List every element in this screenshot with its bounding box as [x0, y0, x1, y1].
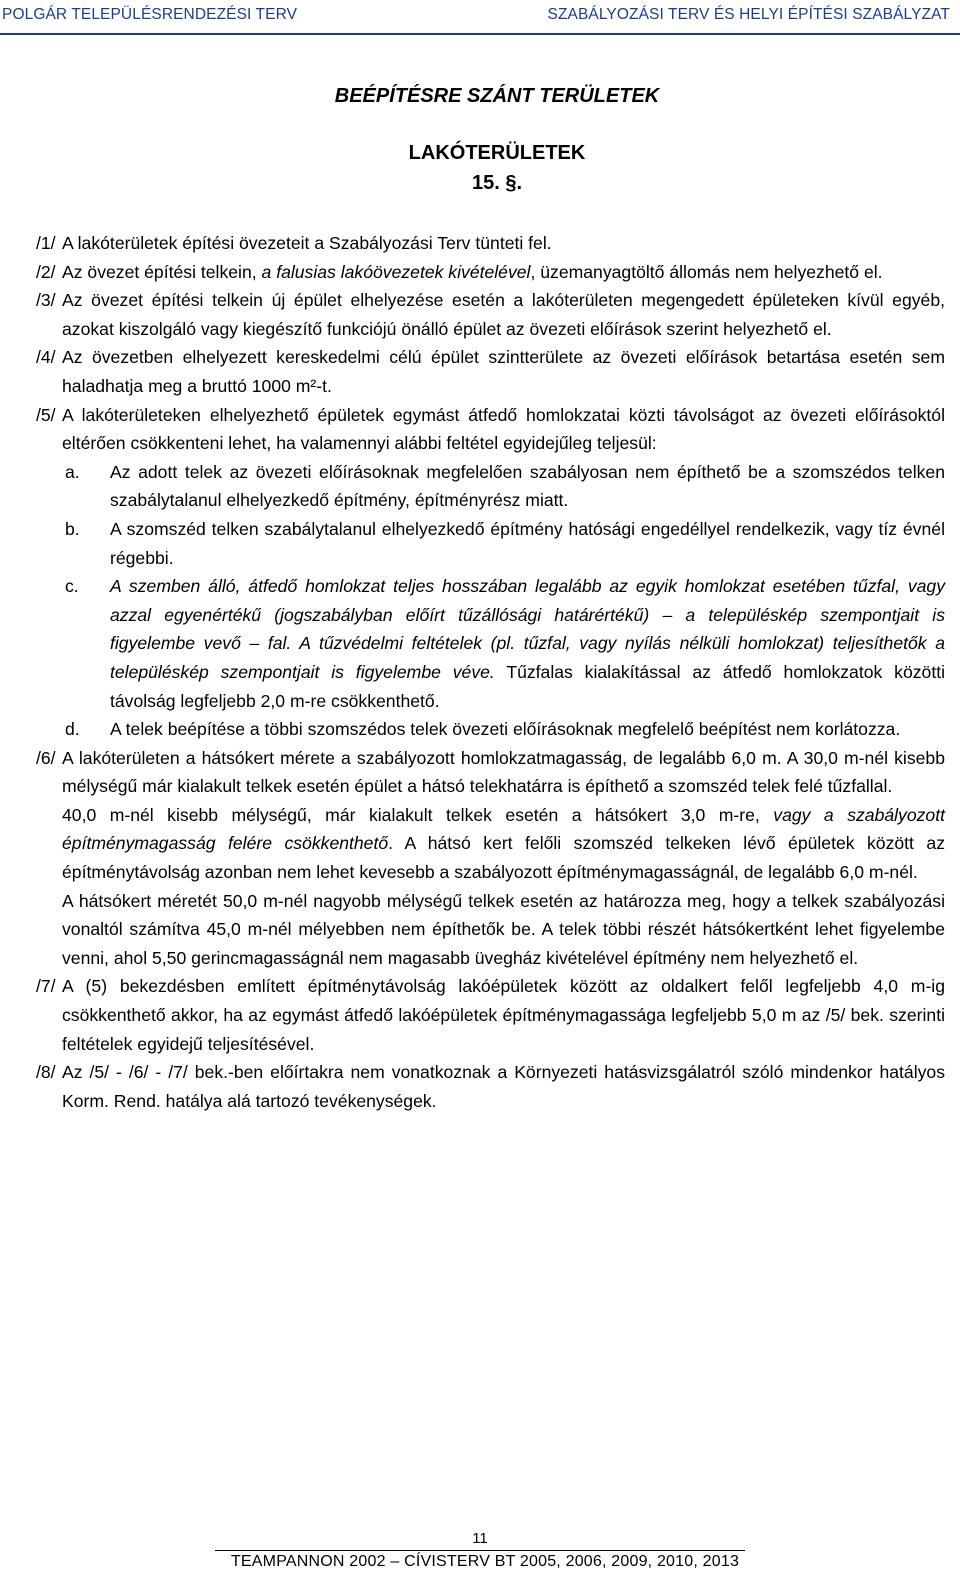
- footer-text: TEAMPANNON 2002 – CÍVISTERV BT 2005, 2006, 2009, 2010, 2013: [230, 1553, 740, 1570]
- chapter-title: LAKÓTERÜLETEK: [408, 142, 586, 164]
- paragraph-6-text-1: A lakóterületen a hátsókert mérete a szabályozott homlokzatmagasság, de legalább 6,0 m. A 30,0 m-nél kisebb mélységű már kialakult telkek esetén épület a hátsó telekhatárra is építhető a szomszéd telek felé tűzfallal.: [62, 747, 945, 797]
- paragraph-3-text: Az övezet építési telkein új épület elhelyezése esetén a lakóterületen megengedett épületeken kívül egyéb, azokat kiszolgáló vagy kiegészítő funkciójú önálló épület az övezeti előírások szerint helyezhető el.: [62, 290, 945, 339]
- paragraph-6-text-2-end: . A hátsó kert felőli szomszéd telkeken lévő épületek között az építménytávolság azonban nem lehet kevesebb a szabályozott építménymagasságnál, de legalább 6,0 m-nél.: [62, 833, 945, 883]
- condition-b-text: A szomszéd telken szabálytalanul elhelyezkedő építmény hatósági engedéllyel rendelkezik, vagy tíz évnél régebbi.: [110, 518, 945, 568]
- paragraph-2-text-start: Az övezet építési telkein,: [62, 261, 262, 282]
- condition-c: [0, 572, 960, 715]
- header-left-title: POLGÁR TELEPÜLÉSRENDEZÉSI TERV: [2, 6, 298, 23]
- footer-divider: [215, 1550, 745, 1551]
- paragraph-3-number: /3/: [36, 290, 56, 311]
- condition-b: [0, 515, 960, 572]
- condition-a-label: a.: [65, 461, 80, 482]
- condition-a: [0, 458, 960, 515]
- section-title: BEÉPÍTÉSRE SZÁNT TERÜLETEK: [334, 85, 660, 107]
- paragraph-6-text-2-start: 40,0 m-nél kisebb mélységű, már kialakult telkek esetén a hátsókert 3,0 m-re,: [62, 804, 774, 825]
- condition-a-text: Az adott telek az övezeti előírásoknak megfelelően szabályosan nem építhető be a szomszédos telken szabálytalanul elhelyezkedő építmény, építményrész miatt.: [110, 461, 945, 511]
- paragraph-2: [0, 258, 960, 287]
- paragraph-1-number: /1/: [36, 233, 56, 253]
- paragraph-1: [0, 229, 960, 258]
- paragraph-4: [0, 343, 960, 400]
- paragraph-3: [0, 286, 960, 343]
- condition-d-text: A telek beépítése a többi szomszédos telek övezeti előírásoknak megfelelő beépítést nem korlátozza.: [110, 719, 901, 740]
- condition-c-text: [110, 572, 945, 715]
- paragraph-6-number: /6/: [36, 747, 56, 768]
- condition-c-italic: A szemben álló, átfedő homlokzat teljes hosszában legalább az egyik homlokzat esetében tűzfal, vagy azzal egyenértékű (jogszabályban előírt tűzállósági határértékű) – a településkép szempontjait is figyelembe vevő – fal. A tűzvédelmi feltételek (pl. tűzfal, vagy nyílás nélküli homlokzat) teljesíthetők a településkép szempontjait is figyelembe véve.: [110, 576, 945, 682]
- document-body: [0, 229, 960, 1115]
- paragraph-8-text: Az /5/ - /6/ - /7/ bek.-ben előírtakra nem vonatkoznak a Környezeti hatásvizsgálatról szóló mindenkor hatályos Korm. Rend. hatálya alá tartozó tevékenységek.: [62, 1062, 945, 1111]
- page-header: [0, 4, 960, 34]
- paragraph-4-number: /4/: [36, 347, 56, 368]
- paragraph-8-number: /8/: [36, 1062, 56, 1083]
- header-right-title: SZABÁLYOZÁSI TERV ÉS HELYI ÉPÍTÉSI SZABÁLYZAT: [547, 6, 950, 23]
- paragraph-8: [0, 1058, 960, 1115]
- paragraph-4-text: Az övezetben elhelyezett kereskedelmi célú épület szintterülete az övezeti előírások betartása esetén sem haladhatja meg a bruttó 1000 m²-t.: [62, 347, 945, 396]
- paragraph-7-number: /7/: [36, 976, 56, 997]
- paragraph-7-text: A (5) bekezdésben említett építménytávolság lakóépületek között az oldalkert felől legfeljebb 4,0 m-ig csökkenthető akkor, ha az egymást átfedő lakóépületek építménymagassága legfeljebb 5,0 m az /5/ bek. szerinti feltételek egyidejű teljesítésével.: [62, 976, 945, 1054]
- paragraph-2-text: [62, 258, 945, 287]
- paragraph-2-text-end: , üzemanyagtöltő állomás nem helyezhető el.: [530, 261, 883, 282]
- condition-c-label: c.: [65, 576, 79, 597]
- paragraph-7: [0, 972, 960, 1058]
- paragraph-5-text: A lakóterületeken elhelyezhető épületek egymást átfedő homlokzatai közti távolságot az övezeti előírásoktól eltérően csökkenteni lehet, ha valamennyi alábbi feltétel egyidejűleg teljesül:: [62, 404, 945, 454]
- paragraph-1-text: A lakóterületek építési övezeteit a Szabályozási Terv tünteti fel.: [62, 233, 552, 253]
- condition-c-plain: Tűzfalas kialakítással az átfedő homlokzatok közötti távolság legfeljebb 2,0 m-re csökkenthető.: [110, 661, 945, 711]
- paragraph-2-italic: a falusias lakóövezetek kivételével: [261, 261, 531, 282]
- paragraph-5-number: /5/: [36, 404, 56, 425]
- page-number: 11: [472, 1530, 488, 1547]
- paragraph-2-number: /2/: [36, 261, 56, 282]
- paragraph-6-text-2: [62, 801, 945, 887]
- condition-d-label: d.: [65, 719, 80, 740]
- paragraph-6-italic: vagy a szabályozott építménymagasság felére csökkenthető: [62, 804, 945, 854]
- condition-d: [0, 715, 960, 744]
- paragraph-6-text-3: A hátsókert méretét 50,0 m-nél nagyobb mélységű telkek esetén az határozza meg, hogy a telkek szabályozási vonaltól számítva 45,0 m-nél mélyebben nem építhetők be. A telek többi részét hátsókertként lehet figyelembe venni, ahol 5,50 gerincmagasságnál nem magasabb üvegház kivételével építmény nem helyezhető el.: [62, 890, 945, 968]
- paragraph-number: 15. §.: [471, 172, 523, 194]
- paragraph-6: [0, 744, 960, 973]
- header-divider: [0, 33, 960, 35]
- condition-b-label: b.: [65, 518, 80, 539]
- paragraph-5: [0, 401, 960, 458]
